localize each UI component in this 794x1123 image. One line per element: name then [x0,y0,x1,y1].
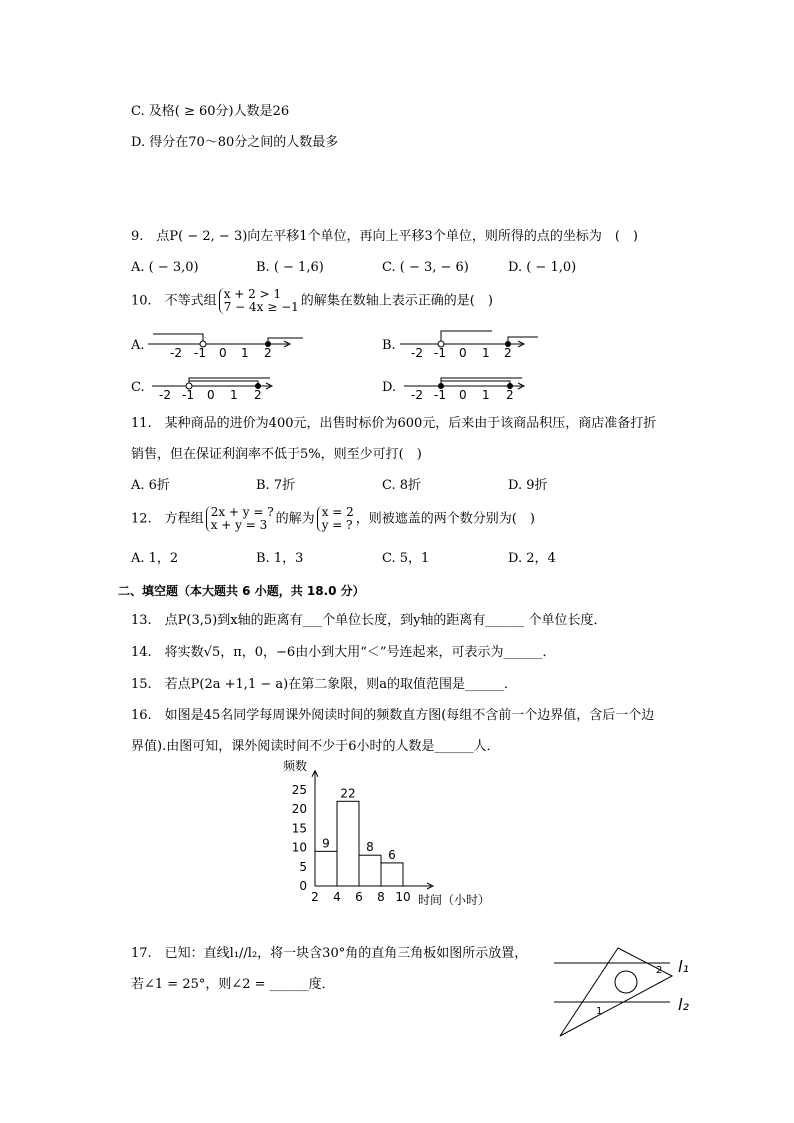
label-l2: l₂ [678,995,689,1014]
question-13: 13. 点P(3,5)到x轴的距离有___个单位长度，到y轴的距离有______ 个单位长度． [131,613,607,628]
question-10-stem [131,288,493,315]
y-tick-label: 10 [291,840,307,855]
y-tick-label: 15 [291,821,307,836]
question-11-line-1: 11. 某种商品的进价为400元，出售时标价为600元，后来由于该商品积压，商店准备打折 [131,416,657,431]
question-16-line-2: 界值).由图可知，课外阅读时间不少于6小时的人数是______人． [131,739,500,754]
histogram-bar [359,855,381,886]
q10-ineq-1: x + 2 > 1 [223,287,282,301]
question-17-line-1: 17. 已知：直线l₁//l₂，将一块含30°角的直角三角板如图所示放置， [131,946,528,961]
right-triangle [560,948,672,1036]
triangle-hole [615,971,637,993]
q10-option-d-label: D. [382,380,397,395]
x-tick-label: 6 [355,890,363,904]
tick-label: -1 [434,346,446,360]
tick-label: 0 [459,388,467,402]
tick-label: 0 [219,346,227,360]
y-axis-title: 频数 [283,759,308,773]
section-2-heading: 二、填空题（本大题共 6 小题，共 18.0 分） [118,584,365,598]
q12-prefix: 12. 方程组 [131,511,204,527]
q12-option-d: D. 2，4 [508,551,556,566]
x-tick-label: 8 [377,890,385,904]
angle-1-label: 1 [596,1006,603,1017]
tick-label: -2 [411,388,423,402]
bar-value-label: 9 [322,836,330,851]
x-tick-label: 10 [395,890,411,904]
histogram-bar [315,851,337,886]
tick-label: 2 [504,346,512,360]
tick-label: 1 [482,388,490,402]
bar-value-label: 6 [388,847,396,862]
q12-sol-1: x = 2 [321,505,354,519]
q12-option-c: C. 5，1 [382,551,430,566]
tick-label: 2 [264,346,272,360]
q11-option-b: B. 7折 [256,478,296,493]
q10-ineq-2: 7 − 4x ≥ −1 [223,300,299,314]
bar-value-label: 8 [366,840,374,855]
q10-number-line-b [400,330,550,362]
reading-time-histogram [270,756,530,911]
x-tick-label: 2 [311,890,319,904]
option-c-passing: C. 及格( ≥ 60分)人数是26 [131,104,290,119]
q10-option-b-label: B. [382,338,396,353]
tick-label: 1 [230,388,238,402]
q10-number-line-a [148,330,308,362]
tick-label: -2 [411,346,423,360]
y-tick-label: 0 [299,879,307,893]
q10-number-line-c [152,372,282,404]
q9-option-a: A. ( − 3,0) [131,260,199,275]
q9-option-d: D. ( − 1,0) [508,260,577,275]
q10-inequality-system [219,288,299,314]
tick-label: 2 [506,388,514,402]
y-tick-label: 5 [299,859,307,874]
tick-label: 1 [482,346,490,360]
q9-option-c: C. ( − 3, − 6) [382,260,469,275]
y-tick-label: 20 [291,802,307,816]
tick-label: -1 [194,346,206,360]
histogram-bar [381,863,403,886]
q10-suffix: 的解集在数轴上表示正确的是( ) [300,293,493,309]
question-17-line-2: 若∠1 = 25°，则∠2 = ______度． [131,977,335,992]
tick-label: 0 [459,346,467,360]
question-9-stem: 9. 点P( − 2, − 3)向左平移1个单位，再向上平移3个单位，则所得的点的坐标为 ( ) [131,229,638,244]
q9-option-b: B. ( − 1,6) [256,260,324,275]
tick-label: -1 [434,388,446,402]
q10-option-c-label: C. [131,380,145,395]
x-axis-title: 时间（小时） [418,893,491,907]
q12-sol-2: y = ? [321,518,353,532]
q10-option-a-label: A. [131,338,145,353]
question-16-line-1: 16. 如图是45名同学每周课外阅读时间的频数直方图(每组不含前一个边界值，含后一个边 [131,708,655,723]
angle-2-label: 2 [656,965,663,976]
q12-suffix: ，则被遮盖的两个数分别为( ) [355,511,535,527]
tick-label: 1 [241,346,249,360]
q10-number-line-d [404,372,534,404]
q11-option-d: D. 9折 [508,478,548,493]
q11-option-c: C. 8折 [382,478,422,493]
question-12-stem [131,506,535,533]
question-15: 15. 若点P(2a +1,1 − a)在第二象限，则a的取值范围是______． [131,677,517,692]
q12-equation-system [206,506,274,532]
q10-prefix: 10. 不等式组 [131,293,217,309]
q12-option-a: A. 1，2 [131,551,179,566]
q12-solution-system [317,506,354,532]
tick-label: 0 [207,388,215,402]
histogram-bar [337,801,359,886]
q12-eq-1: 2x + y = ? [210,505,274,519]
q12-option-b: B. 1，3 [256,551,304,566]
y-tick-label: 25 [291,782,307,797]
question-14: 14. 将实数√5，π，0，−6由小到大用“＜”号连起来，可表示为______． [131,645,556,660]
question-11-line-2: 销售，但在保证利润率不低于5%，则至少可打( ) [131,447,422,462]
tick-label: -2 [170,346,182,360]
q12-eq-2: x + y = 3 [210,518,268,532]
label-l1: l₁ [678,957,689,976]
x-tick-label: 4 [333,890,341,904]
q11-option-a: A. 6折 [131,478,170,493]
bar-value-label: 22 [340,786,356,801]
tick-label: 2 [254,388,262,402]
q12-middle: 的解为 [275,511,315,527]
triangle-parallel-lines-figure [552,940,702,1040]
tick-label: -1 [182,388,194,402]
option-d-most: D. 得分在70～80分之间的人数最多 [131,135,339,150]
tick-label: -2 [159,388,171,402]
